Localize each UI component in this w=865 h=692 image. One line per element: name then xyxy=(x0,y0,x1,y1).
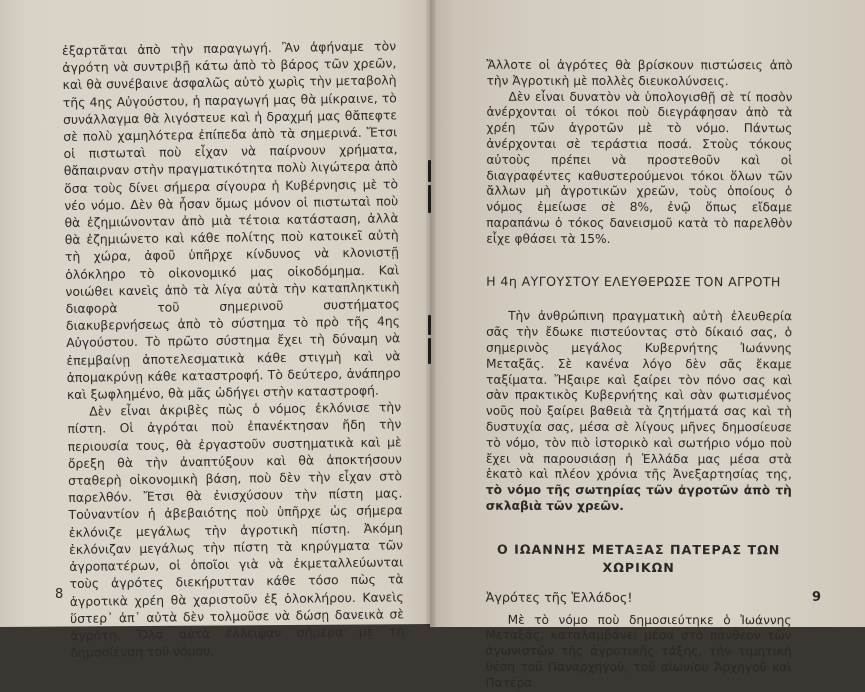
left-page-text xyxy=(62,37,405,661)
section-heading-metaxas: Ο ΙΩΑΝΝΗΣ ΜΕΤΑΞΑΣ ΠΑΤΕΡΑΣ ΤΩΝ ΧΩΡΙΚΩΝ xyxy=(497,541,781,575)
book-gutter xyxy=(426,0,436,627)
right-paragraph-3-text: Τὴν ἀνθρώπινη πραγματικὴ αὐτὴ ἐλευθερία σᾶς τὴν ἔδωκε πιστεύοντας στὸ δίκαιό σας, ὁ σημερινὸς μεγάλος Κυβερνήτης Ἰωάννης Μεταξᾶς. Σὲ κανένα λόγο δὲν σᾶς ἔκαμε ταξίματα. Ἤξαιρε καὶ ξαίρει τὸν πόνο σας καὶ σὰν πρακτικὸς Κυβερνήτης καὶ σὰν φωτισμένος νοῦς ποὺ ξαίρει βαθειὰ τὰ ζητήματά σας καὶ τὴ δυστυχία σας, μέσα σὲ λίγους μῆνες δημοσίευσε τὸ νόμο, τὸν πιὸ ἱστορικὸ καὶ σωτήριο νόμο ποὺ ἔχει νὰ παρουσιάσῃ ἡ Ἑλλάδα μας μέσα στὰ ἑκατὸ καὶ πλέον χρόνια τῆς Ἀνεξαρτησίας της, xyxy=(485,309,793,482)
right-paragraph-3 xyxy=(486,309,792,515)
left-paragraph-2: Δὲν εἶναι ἀκριβὲς πὼς ὁ νόμος ἐκλόνισε τὴν πίστη. Οἱ ἀγρόται ποὺ ἐπανέκτησαν ἤδη τὴν περιουσία τους, θὰ ἐργαστοῦν συστηματικὰ καὶ μὲ ὄρεξη θὰ τὴν ἀναπτύξουν καὶ θὰ ἀποκτήσουν σταθερὴ οἰκονομικὴ βάση, ποὺ δὲν τὴν εἶχαν στὸ παρελθόν. Ἔτσι θὰ ἐνισχύσουν τὴν πίστη μας. Τοὐναντίον ἡ ἀβεβαιότης ποὺ ὑπῆρχε ὡς σήμερα ἐκλόνιζε μεγάλως τὴν ἀγροτικὴ πίστη. Ἀκόμη ἐκλόνιζαν μεγάλως τὴν πίστη τὰ κηρύγματα τῶν ἀγροπατέρων, οἱ ὁποῖοι γιὰ νὰ ἐκμεταλλεύωνται τοὺς ἀγρότες διεκήρυτταν κάθε τόσο πὼς τὰ ἀγροτικὰ χρέη θὰ χαριστοῦν ἐξ ὁλοκλήρου. Κανεὶς ὕστερ᾽ ἀπ᾽ αὐτὰ δὲν τολμοῦσε νὰ δώσῃ δανεικὰ σὲ ἀγρότη. Ὅλα αὐτὰ ἔλλειψαν σήμερα μὲ τὴ δημοσίευση τοῦ νόμου. xyxy=(67,399,405,661)
right-paragraph-1: Ἄλλοτε οἱ ἀγρότες θὰ βρίσκουν πιστώσεις ἀπὸ τὴν Ἀγροτικὴ μὲ πολλὲς διευκολύνσεις. xyxy=(486,57,793,88)
page-number-left: 8 xyxy=(55,587,64,602)
right-page-text xyxy=(485,58,792,692)
staple-icon xyxy=(428,185,431,213)
salutation: Ἀγρότες τῆς Ἑλλάδος! xyxy=(485,590,633,606)
section-heading-4th-august: Η 4η ΑΥΓΟΥΣΤΟΥ ΕΛΕΥΘΕΡΩΣΕ ΤΟΝ ΑΓΡΟΤΗ xyxy=(486,273,781,289)
right-paragraph-2: Δὲν εἶναι δυνατὸν νὰ ὑπολογισθῇ σὲ τί ποσὸν ἀνέρχονται οἱ τόκοι ποὺ διεγράφησαν ἀπὸ τὰ χρέη τῶν ἀγροτῶν μὲ τὸ νόμο. Πάντως ἀνέρχονται σὲ τεράστια ποσά. Στοὺς τόκους αὐτοὺς πρέπει νὰ προστεθοῦν καὶ οἱ διαγραφέντες καθυστερούμενοι τόκοι ὅλων τῶν ἄλλων μὴ ἀγροτικῶν χρεῶν, τοὺς ὁποίους ὁ νόμος ἐμείωσε σὲ 8%, ἐνῷ ὅπως εἴδαμε παραπάνω ὁ τόκος δανεισμοῦ κατὰ τὸ παρελθὸν εἶχε φθάσει τὰ 15%. xyxy=(486,89,793,246)
left-paragraph-1: ἐξαρτᾶται ἀπὸ τὴν παραγωγή. Ἂν ἀφήναμε τὸν ἀγρότη νὰ συντριβῇ κάτω ἀπὸ τὸ βάρος τῶν χρεῶν, καὶ θὰ συνέβαινε ἀσφαλῶς αὐτὸ χωρὶς τὴν μεταβολὴ τῆς 4ης Αὐγούστου, ἡ παραγωγή μας θὰ μίκραινε, τὸ συνάλλαγμα θὰ λιγόστευε καὶ ἡ δραχμή μας θἄπεφτε σὲ πολὺ χαμηλότερα ἐπίπεδα ἀπὸ τὰ σημερινά. Ἔτσι οἱ πιστωταὶ ποὺ εἶχαν νὰ παίρνουν χρήματα, θἄπαιρναν στὴν πραγματικότητα πολὺ λιγώτερα ἀπὸ ὅσα τοὺς δίνει σήμερα σίγουρα ἡ Κυβέρνησις μὲ τὸ νέο νόμο. Δὲν θὰ ἦσαν ὅμως μόνον οἱ πιστωταὶ ποὺ θὰ ἐζημιώνονταν ἀπὸ μιὰ τέτοια κατάσταση, ἀλλὰ θὰ ἐζημιώνετο καὶ κάθε πολίτης ποὺ κατοικεῖ αὐτὴ τὴ χώρα, ἀφοῦ ὑπῆρχε κίνδυνος νὰ κλονιστῇ ὁλόκληρο τὸ οἰκονομικό μας οἰκοδόμημα. Καὶ νοιώθει κανεὶς ἀπὸ τὰ λίγα αὐτὰ τὴν καταπληκτικὴ διαφορὰ τοῦ σημερινοῦ συστήματος διακυβερνήσεως ἀπὸ τὸ σύστημα τὸ πρὸ τῆς 4ης Αὐγούστου. Τὸ πρῶτο σύστημα ἔχει τὴ δύναμη νὰ ἐπεμβαίνῃ ἀποτελεσματικὰ κάθε στιγμὴ καὶ νὰ ἀπομακρύνῃ κάθε καταστροφή. Τὸ δεύτερο, ἀνάπηρο καὶ ξωφλημένο, θὰ μᾶς ὡδήγει στὴν καταστροφή. xyxy=(62,38,401,403)
page-number-right: 9 xyxy=(812,590,822,605)
staple-icon xyxy=(428,315,431,335)
right-paragraph-4: Μὲ τὸ νόμο ποὺ δημοσιεύτηκε ὁ Ἰωάννης Μεταξᾶς, καταλαμβάνει μέσα στὸ πάνθεον τῶν ἀγωνιστῶν τῆς ἀγροτικῆς τάξης, τὴν τιμητικὴ θέση τοῦ Παναρχηγοῦ, τοῦ αἰωνίου Ἀρχηγοῦ καὶ Πατέρα xyxy=(485,612,792,690)
staple-icon xyxy=(428,338,431,364)
staple-icon xyxy=(428,160,431,182)
right-paragraph-3-bold: τὸ νόμο τῆς σωτηρίας τῶν ἀγροτῶν ἀπὸ τὴ σκλαβιὰ τῶν χρεῶν. xyxy=(485,482,792,513)
